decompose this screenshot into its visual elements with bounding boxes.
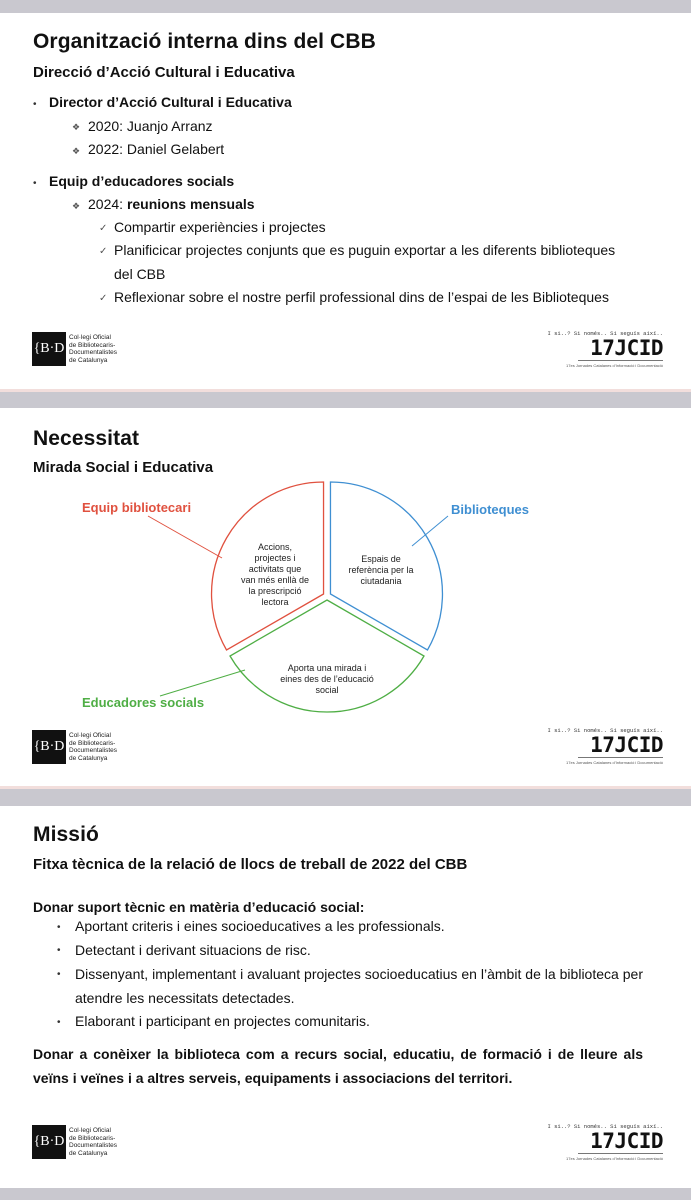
meetings-year: 2024: [88,196,127,212]
segment-text-equip [225,542,325,608]
check-item: Compartir experiències i projectes [114,219,326,235]
jcid-subtitle: 17es Jornades Catalanes d’Informació i Documentació [566,363,663,368]
jcid-tagline: I si..? Si només.. Si seguís així.. [547,1123,663,1130]
segment-line: la prescripció [248,586,302,596]
slide-missio [0,806,691,1188]
segment-line: lectora [261,597,289,607]
bullet-dot: • [57,1017,61,1028]
director-label: Director d’Acció Cultural i Educativa [49,94,292,110]
jcid-divider [578,1153,663,1154]
slide-subtitle: Direcció d’Acció Cultural i Educativa [33,64,295,81]
bullet-dot: • [57,922,61,933]
segment-line: eines des de l’educació [280,674,374,684]
bullet-dot: • [57,969,61,980]
check-icon: ✓ [99,223,108,234]
segment-line: ciutadania [360,576,402,586]
diamond-bullet-icon: ❖ [72,146,81,156]
jcid-logo: 17JCID [590,1129,663,1153]
jcid-divider [578,757,663,758]
bullet-dot: • [57,945,61,956]
cbb-logo-mark: {B·D [32,332,66,366]
slide-necessitat [0,408,691,786]
meetings-line [88,196,255,212]
bullet-dot: • [33,178,37,189]
label-equip-bibliotecari: Equip bibliotecari [82,500,192,515]
label-biblioteques: Biblioteques [451,502,530,517]
jcid-logo: 17JCID [590,733,663,757]
segment-line: van més enllà de [240,575,310,585]
mission-closing: Donar a conèixer la biblioteca com a recurs social, educatiu, de formació i de lleure als veïns i veïnes i a altres serveis, equipaments i associacions del territori. [33,1046,643,1086]
segment-line: activitats que [248,564,302,574]
segment-line: referència per la [348,565,414,575]
segment-line: projectes i [254,553,296,563]
jcid-divider [578,360,663,361]
segment-text-educadores [262,663,392,696]
diamond-bullet-icon: ❖ [72,201,81,211]
segment-line: social [315,685,339,695]
segment-line: Accions, [257,542,292,552]
jcid-logo: 17JCID [590,336,663,360]
jcid-tagline: I si..? Si només.. Si seguís així.. [547,330,663,337]
director-2022: 2022: Daniel Gelabert [88,141,225,157]
slide-subtitle: Fitxa tècnica de la relació de llocs de treball de 2022 del CBB [33,856,468,873]
jcid-tagline: I si..? Si només.. Si seguís així.. [547,727,663,734]
cbb-logo-text: Col·legi Oficial de Bibliotecaris- Documentalistes de Catalunya [69,732,118,762]
jcid-subtitle: 17es Jornades Catalanes d’Informació i Documentació [566,760,663,765]
segment-line: Espais de [361,554,401,564]
mission-bullet: Dissenyant, implementant i avaluant projectes socioeducatius en l’àmbit de la biblioteca per atendre les necessitats detectades. [75,966,643,1006]
check-item: Reflexionar sobre el nostre perfil professional dins de l’espai de les Biblioteques [114,289,609,305]
cbb-logo-mark: {B·D [32,730,66,764]
check-item-continued: del CBB [114,266,166,282]
cbb-logo-text: Col·legi Oficial de Bibliotecaris- Documentalistes de Catalunya [69,1127,118,1157]
slide-organitzacio [0,13,691,389]
slide-title: Missió [33,823,99,846]
director-2020: 2020: Juanjo Arranz [88,118,213,134]
connector-educadores [160,670,245,696]
mission-bullet: Elaborant i participant en projectes comunitaris. [75,1013,370,1029]
diamond-bullet-icon: ❖ [72,122,81,132]
check-item: Planificicar projectes conjunts que es puguin exportar a les diferents biblioteques [114,242,616,258]
cbb-logo-text: Col·legi Oficial de Bibliotecaris- Documentalistes de Catalunya [69,334,118,364]
team-label: Equip d’educadores socials [49,173,235,189]
bullet-dot: • [33,99,37,110]
check-icon: ✓ [99,246,108,257]
cbb-logo-mark: {B·D [32,1125,66,1159]
segment-text-biblioteques [336,554,426,587]
label-educadores-socials: Educadores socials [82,695,205,710]
connector-equip [148,516,222,558]
slide-title: Organització interna dins del CBB [33,30,376,53]
slide-subtitle: Mirada Social i Educativa [33,459,214,476]
mission-bullet: Detectant i derivant situacions de risc. [75,942,311,958]
jcid-subtitle: 17es Jornades Catalanes d’Informació i Documentació [566,1156,663,1161]
meetings-label: reunions mensuals [126,196,255,212]
mission-intro: Donar suport tècnic en matèria d’educació social: [33,899,365,915]
mission-bullet: Aportant criteris i eines socioeducatives a les professionals. [75,918,445,934]
check-icon: ✓ [99,293,108,304]
slide-title: Necessitat [33,427,140,450]
segment-line: Aporta una mirada i [287,663,367,673]
